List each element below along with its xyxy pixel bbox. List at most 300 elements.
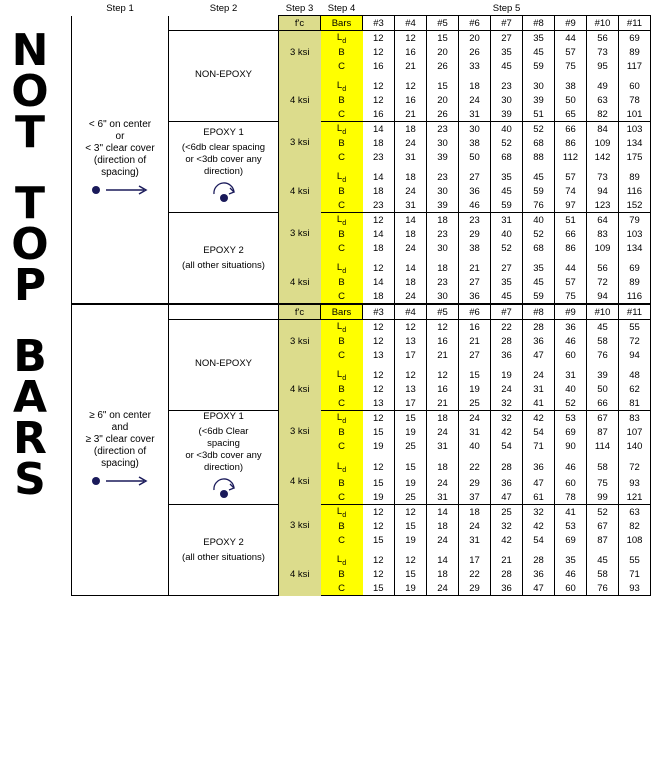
title-letter: N (11, 25, 49, 76)
length-value: 12 (363, 459, 395, 476)
coating-type-line: direction) (203, 165, 244, 177)
title-letter: B (13, 331, 47, 382)
length-value: 18 (427, 261, 459, 275)
length-value: 18 (363, 136, 395, 150)
col-size: #7 (491, 16, 523, 31)
length-value: 67 (587, 519, 619, 533)
coating-type-line: direction) (203, 462, 244, 473)
length-value: 108 (619, 533, 651, 547)
length-value: 17 (395, 348, 427, 362)
length-value: 50 (587, 382, 619, 396)
length-value: 47 (523, 581, 555, 596)
bar-row-label: C (321, 198, 363, 213)
length-value: 15 (363, 476, 395, 490)
length-value: 16 (459, 320, 491, 335)
length-value: 23 (363, 198, 395, 213)
length-value: 14 (427, 553, 459, 567)
length-value: 16 (427, 382, 459, 396)
length-value: 24 (459, 519, 491, 533)
col-size: #8 (523, 16, 555, 31)
length-value: 134 (619, 241, 651, 255)
bar-row-label: $L_d$ (321, 213, 363, 228)
length-value: 36 (491, 581, 523, 596)
length-value: 14 (395, 213, 427, 228)
bar-row-label: B (321, 425, 363, 439)
length-value: 45 (587, 553, 619, 567)
bar-row-label: $L_d$ (321, 320, 363, 335)
title-letter: T (14, 107, 45, 158)
length-value: 19 (363, 439, 395, 453)
length-value: 24 (395, 241, 427, 255)
length-value: 117 (619, 59, 651, 73)
length-value: 93 (619, 581, 651, 596)
col-size: #11 (619, 304, 651, 320)
coating-type (169, 213, 279, 305)
length-value: 47 (523, 348, 555, 362)
length-value: 36 (459, 289, 491, 304)
length-value: 82 (587, 107, 619, 122)
bar-row-label: B (321, 93, 363, 107)
length-value: 46 (555, 567, 587, 581)
length-value: 19 (459, 382, 491, 396)
length-value: 32 (491, 411, 523, 426)
bar-row-label: $L_d$ (321, 170, 363, 184)
coating-type-line: NON-EPOXY (194, 68, 252, 80)
bar-row-label: $L_d$ (321, 31, 363, 46)
coating-type (169, 31, 279, 122)
length-value: 16 (395, 93, 427, 107)
length-value: 47 (491, 490, 523, 505)
length-value: 72 (619, 459, 651, 476)
length-value: 73 (587, 45, 619, 59)
length-value: 23 (427, 227, 459, 241)
bar-row-label: $L_d$ (321, 505, 363, 520)
length-value: 44 (555, 31, 587, 46)
length-value: 53 (555, 519, 587, 533)
bar-row-label: C (321, 59, 363, 73)
coating-type (169, 122, 279, 213)
length-value: 15 (395, 459, 427, 476)
length-value: 60 (619, 79, 651, 93)
length-value: 13 (395, 382, 427, 396)
length-value: 13 (363, 396, 395, 411)
col-size: #11 (619, 16, 651, 31)
length-value: 27 (459, 275, 491, 289)
length-value: 17 (459, 553, 491, 567)
title-letter: S (14, 454, 46, 505)
length-value: 14 (427, 505, 459, 520)
spacing-condition-line: < 3" clear cover (85, 143, 155, 155)
length-value: 16 (427, 334, 459, 348)
length-value: 12 (395, 79, 427, 93)
length-value: 14 (395, 261, 427, 275)
length-value: 58 (587, 567, 619, 581)
length-value: 12 (363, 79, 395, 93)
length-value: 49 (587, 79, 619, 93)
length-value: 78 (555, 490, 587, 505)
length-value: 30 (427, 184, 459, 198)
length-value: 109 (587, 136, 619, 150)
length-value: 22 (459, 459, 491, 476)
length-value: 12 (363, 334, 395, 348)
length-value: 62 (619, 382, 651, 396)
length-value: 75 (555, 289, 587, 304)
length-value: 12 (363, 213, 395, 228)
fc-value: 4 ksi (279, 368, 321, 411)
spacing-condition-line: ≥ 3" clear cover (85, 434, 155, 445)
fc-value: 4 ksi (279, 170, 321, 213)
length-value: 16 (363, 59, 395, 73)
length-value: 44 (555, 261, 587, 275)
length-value: 56 (587, 261, 619, 275)
length-value: 68 (491, 150, 523, 164)
length-value: 30 (523, 79, 555, 93)
length-value: 12 (395, 31, 427, 46)
length-value: 48 (619, 368, 651, 382)
development-length-table (71, 2, 651, 596)
length-value: 35 (491, 170, 523, 184)
length-value: 89 (619, 170, 651, 184)
spacing-condition-line: and (111, 422, 129, 433)
length-value: 52 (491, 136, 523, 150)
length-value: 76 (523, 198, 555, 213)
length-value: 45 (587, 320, 619, 335)
length-value: 63 (619, 505, 651, 520)
length-value: 123 (587, 198, 619, 213)
length-value: 60 (555, 581, 587, 596)
length-value: 54 (523, 425, 555, 439)
length-value: 58 (587, 334, 619, 348)
length-value: 75 (555, 59, 587, 73)
length-value: 12 (363, 31, 395, 46)
length-value: 94 (587, 289, 619, 304)
length-value: 60 (555, 476, 587, 490)
col-bars: Bars (321, 16, 363, 31)
bar-row-label: C (321, 533, 363, 547)
col-size: #3 (363, 16, 395, 31)
length-value: 31 (459, 533, 491, 547)
length-value: 15 (459, 368, 491, 382)
length-value: 56 (587, 31, 619, 46)
length-value: 93 (619, 476, 651, 490)
spacing-condition-line: spacing) (101, 167, 139, 179)
length-value: 18 (395, 275, 427, 289)
header-step1: Step 1 (106, 3, 134, 15)
length-value: 14 (363, 170, 395, 184)
length-value: 39 (587, 368, 619, 382)
length-value: 14 (363, 122, 395, 137)
length-value: 109 (587, 241, 619, 255)
length-value: 24 (427, 533, 459, 547)
length-value: 28 (523, 553, 555, 567)
length-value: 50 (555, 93, 587, 107)
length-value: 12 (363, 519, 395, 533)
length-value: 21 (395, 59, 427, 73)
length-value: 84 (587, 122, 619, 137)
length-value: 66 (555, 227, 587, 241)
length-value: 21 (459, 261, 491, 275)
length-value: 52 (555, 396, 587, 411)
length-value: 83 (587, 227, 619, 241)
length-value: 29 (459, 581, 491, 596)
length-value: 86 (555, 136, 587, 150)
col-size: #6 (459, 16, 491, 31)
length-value: 73 (587, 170, 619, 184)
length-value: 12 (363, 411, 395, 426)
length-value: 46 (555, 459, 587, 476)
side-title (0, 25, 60, 505)
length-value: 18 (427, 213, 459, 228)
length-value: 14 (363, 227, 395, 241)
bar-row-label: C (321, 490, 363, 505)
length-value: 24 (427, 425, 459, 439)
coating-type-line: or <3db cover any (185, 450, 262, 461)
length-value: 33 (459, 59, 491, 73)
length-value: 74 (555, 184, 587, 198)
length-value: 23 (459, 213, 491, 228)
length-value: 18 (395, 122, 427, 137)
col-size: #3 (363, 304, 395, 320)
length-value: 175 (619, 150, 651, 164)
length-value: 23 (427, 122, 459, 137)
length-value: 67 (587, 411, 619, 426)
length-value: 21 (427, 348, 459, 362)
length-value: 36 (523, 334, 555, 348)
length-value: 18 (363, 184, 395, 198)
step2-blank (169, 16, 279, 31)
step2-blank (169, 304, 279, 320)
length-value: 24 (491, 382, 523, 396)
col-fc: f'c (279, 304, 321, 320)
length-value: 21 (491, 553, 523, 567)
length-value: 30 (427, 136, 459, 150)
length-value: 14 (363, 275, 395, 289)
length-value: 39 (427, 198, 459, 213)
spacing-condition-line: ≥ 6" on center (89, 410, 151, 421)
bar-row-label: B (321, 227, 363, 241)
length-value: 41 (523, 396, 555, 411)
fc-value: 4 ksi (279, 261, 321, 304)
col-size: #5 (427, 16, 459, 31)
length-value: 22 (491, 320, 523, 335)
length-value: 51 (523, 107, 555, 122)
length-value: 15 (395, 519, 427, 533)
length-value: 69 (619, 31, 651, 46)
fc-value: 3 ksi (279, 411, 321, 454)
length-value: 51 (555, 213, 587, 228)
length-value: 59 (523, 289, 555, 304)
bar-row-label: B (321, 334, 363, 348)
length-value: 18 (427, 459, 459, 476)
length-value: 42 (491, 425, 523, 439)
length-value: 86 (555, 241, 587, 255)
length-value: 61 (523, 490, 555, 505)
length-value: 35 (523, 261, 555, 275)
length-value: 12 (363, 45, 395, 59)
length-value: 27 (491, 31, 523, 46)
length-value: 12 (363, 368, 395, 382)
spacing-condition (72, 304, 169, 596)
length-value: 16 (363, 107, 395, 122)
fc-value: 4 ksi (279, 79, 321, 122)
length-value: 15 (395, 411, 427, 426)
length-value: 134 (619, 136, 651, 150)
title-letter: O (11, 219, 49, 270)
length-value: 57 (555, 275, 587, 289)
length-value: 46 (459, 198, 491, 213)
length-value: 19 (395, 533, 427, 547)
length-value: 21 (395, 107, 427, 122)
length-value: 18 (427, 567, 459, 581)
length-value: 95 (587, 59, 619, 73)
col-size: #8 (523, 304, 555, 320)
length-value: 25 (491, 505, 523, 520)
col-bars: Bars (321, 304, 363, 320)
length-value: 94 (619, 348, 651, 362)
length-value: 64 (587, 213, 619, 228)
length-value: 71 (619, 567, 651, 581)
title-letter: P (13, 260, 47, 311)
length-value: 30 (427, 289, 459, 304)
col-size: #4 (395, 16, 427, 31)
length-value: 30 (491, 93, 523, 107)
length-value: 29 (459, 476, 491, 490)
length-value: 87 (587, 533, 619, 547)
coating-type-line: EPOXY 2 (203, 244, 244, 256)
bar-row-label: $L_d$ (321, 79, 363, 93)
length-value: 24 (395, 184, 427, 198)
header-step4: Step 4 (327, 3, 356, 14)
length-value: 24 (395, 289, 427, 304)
coating-type-line: (all other situations) (182, 551, 265, 563)
col-size: #4 (395, 304, 427, 320)
bar-row-label: $L_d$ (321, 261, 363, 275)
length-value: 23 (427, 170, 459, 184)
length-value: 31 (395, 198, 427, 213)
fc-value: 3 ksi (279, 122, 321, 165)
bar-row-label: C (321, 289, 363, 304)
length-value: 15 (395, 567, 427, 581)
length-value: 18 (395, 227, 427, 241)
length-value: 20 (459, 31, 491, 46)
title-letter: R (13, 413, 47, 464)
coating-type-line: (all other situations) (182, 259, 265, 271)
length-value: 90 (555, 439, 587, 453)
length-value: 40 (491, 227, 523, 241)
length-value: 18 (363, 289, 395, 304)
fc-value: 3 ksi (279, 320, 321, 363)
col-size: #5 (427, 304, 459, 320)
length-value: 45 (523, 170, 555, 184)
length-value: 25 (395, 439, 427, 453)
length-value: 71 (523, 439, 555, 453)
length-value: 45 (491, 184, 523, 198)
length-value: 97 (555, 198, 587, 213)
length-value: 21 (427, 396, 459, 411)
length-value: 32 (523, 505, 555, 520)
length-value: 16 (395, 45, 427, 59)
length-value: 31 (523, 382, 555, 396)
length-value: 13 (395, 334, 427, 348)
length-value: 53 (555, 411, 587, 426)
length-value: 28 (491, 334, 523, 348)
fc-value: 4 ksi (279, 459, 321, 505)
bar-row-label: $L_d$ (321, 411, 363, 426)
length-value: 27 (459, 170, 491, 184)
length-value: 35 (491, 45, 523, 59)
length-value: 23 (363, 150, 395, 164)
length-value: 83 (619, 411, 651, 426)
length-value: 18 (427, 411, 459, 426)
title-letter: O (11, 66, 49, 117)
length-value: 38 (459, 241, 491, 255)
length-value: 31 (555, 368, 587, 382)
length-value: 12 (363, 553, 395, 567)
length-value: 42 (523, 411, 555, 426)
length-value: 41 (555, 505, 587, 520)
length-value: 19 (395, 425, 427, 439)
length-value: 19 (363, 490, 395, 505)
length-value: 19 (491, 368, 523, 382)
length-value: 24 (523, 368, 555, 382)
length-value: 31 (427, 490, 459, 505)
col-size: #7 (491, 304, 523, 320)
title-letter: A (12, 372, 48, 423)
bar-row-label: B (321, 45, 363, 59)
length-value: 13 (363, 348, 395, 362)
length-value: 19 (395, 581, 427, 596)
length-value: 32 (491, 519, 523, 533)
length-value: 121 (619, 490, 651, 505)
coating-type-line: NON-EPOXY (194, 357, 252, 369)
length-value: 20 (427, 93, 459, 107)
length-value: 23 (491, 79, 523, 93)
length-value: 30 (459, 122, 491, 137)
length-value: 75 (587, 476, 619, 490)
length-value: 38 (555, 79, 587, 93)
length-value: 88 (523, 150, 555, 164)
length-value: 58 (587, 459, 619, 476)
length-value: 52 (587, 505, 619, 520)
length-value: 66 (555, 122, 587, 137)
length-value: 17 (395, 396, 427, 411)
bar-spacing-arrow-icon (72, 476, 168, 490)
length-value: 60 (555, 348, 587, 362)
length-value: 72 (619, 334, 651, 348)
length-value: 45 (523, 45, 555, 59)
coating-type-line: EPOXY 2 (203, 536, 244, 548)
length-value: 116 (619, 184, 651, 198)
length-value: 40 (459, 439, 491, 453)
length-value: 69 (555, 533, 587, 547)
length-value: 24 (459, 93, 491, 107)
length-value: 103 (619, 122, 651, 137)
length-value: 12 (395, 368, 427, 382)
length-value: 72 (587, 275, 619, 289)
coating-type-line: EPOXY 1 (203, 411, 244, 422)
length-value: 22 (459, 567, 491, 581)
length-value: 47 (523, 476, 555, 490)
fc-value: 3 ksi (279, 505, 321, 548)
bar-row-label: B (321, 382, 363, 396)
bar-row-label: C (321, 581, 363, 596)
length-value: 32 (491, 396, 523, 411)
length-value: 39 (491, 107, 523, 122)
bar-row-label: B (321, 275, 363, 289)
spacing-condition-line: spacing) (101, 458, 139, 469)
coating-type-line: (<6db clear spacing (181, 141, 266, 153)
length-value: 94 (587, 184, 619, 198)
